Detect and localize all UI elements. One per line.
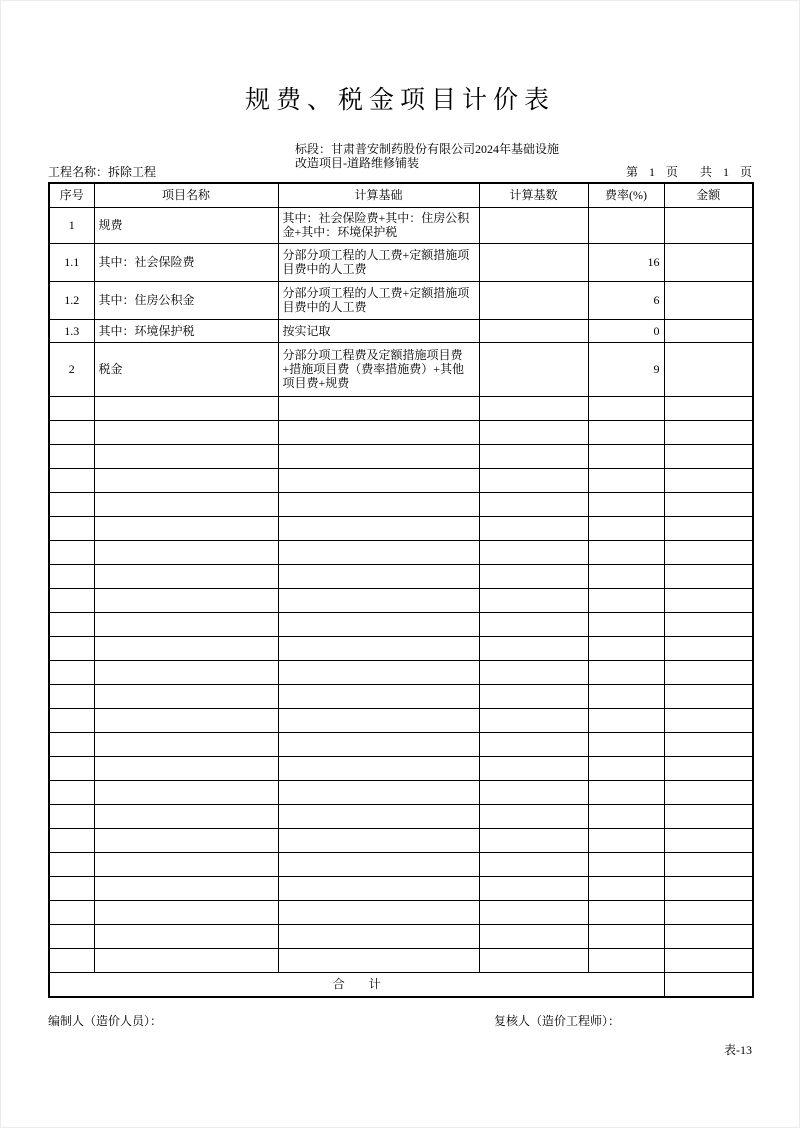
header-amount: 金额 (664, 183, 753, 207)
cell-basis: 其中：社会保险费+其中：住房公积金+其中：环境保护税 (278, 207, 479, 243)
cell-name (94, 876, 278, 900)
cell-no (49, 948, 94, 972)
cell-amount (664, 492, 753, 516)
cell-rate (588, 516, 664, 540)
cell-amount (664, 828, 753, 852)
empty-row (49, 492, 753, 516)
cell-name (94, 588, 278, 612)
cell-basis (278, 420, 479, 444)
cell-amount (664, 468, 753, 492)
cell-base (479, 540, 588, 564)
cell-name (94, 684, 278, 708)
cell-amount (664, 207, 753, 243)
cell-no (49, 492, 94, 516)
cell-basis: 分部分项工程的人工费+定额措施项目费中的人工费 (278, 243, 479, 281)
cell-base (479, 342, 588, 396)
bid-section-line2: 改造项目-道路维修铺装 (295, 156, 419, 170)
cell-basis (278, 804, 479, 828)
cell-name (94, 900, 278, 924)
empty-row (49, 708, 753, 732)
cell-basis (278, 852, 479, 876)
cell-base (479, 876, 588, 900)
table-row (49, 207, 753, 243)
cell-rate (588, 492, 664, 516)
cell-base (479, 804, 588, 828)
bid-section-line1: 标段：甘肃普安制药股份有限公司2024年基础设施 (295, 142, 560, 156)
cell-base (479, 588, 588, 612)
cell-basis (278, 924, 479, 948)
cell-rate (588, 396, 664, 420)
cell-basis (278, 492, 479, 516)
cell-rate (588, 924, 664, 948)
cell-basis (278, 588, 479, 612)
empty-row (49, 468, 753, 492)
cell-base (479, 660, 588, 684)
empty-row (49, 876, 753, 900)
cell-name (94, 780, 278, 804)
fee-table-body (49, 207, 753, 972)
cell-amount (664, 319, 753, 342)
page-number: 第 1 页 共 1 页 (625, 165, 752, 179)
cell-base (479, 924, 588, 948)
empty-row (49, 660, 753, 684)
cell-amount (664, 756, 753, 780)
cell-no: 1.2 (49, 281, 94, 319)
table-row (49, 281, 753, 319)
empty-row (49, 948, 753, 972)
total-amount (664, 972, 753, 997)
fee-table-footer (49, 972, 753, 997)
cell-name (94, 708, 278, 732)
cell-no (49, 732, 94, 756)
total-label: 合 计 (49, 972, 664, 997)
cell-name (94, 636, 278, 660)
cell-name (94, 612, 278, 636)
cell-amount (664, 540, 753, 564)
cell-no (49, 516, 94, 540)
cell-no (49, 852, 94, 876)
empty-row (49, 804, 753, 828)
empty-row (49, 732, 753, 756)
cell-base (479, 396, 588, 420)
cell-name (94, 852, 278, 876)
empty-row (49, 540, 753, 564)
cell-name (94, 924, 278, 948)
cell-no (49, 660, 94, 684)
cell-basis (278, 468, 479, 492)
cell-base (479, 636, 588, 660)
cell-rate (588, 660, 664, 684)
cell-base (479, 319, 588, 342)
cell-base (479, 468, 588, 492)
empty-row (49, 780, 753, 804)
cell-name (94, 660, 278, 684)
cell-name (94, 396, 278, 420)
cell-base (479, 756, 588, 780)
empty-row (49, 852, 753, 876)
empty-row (49, 516, 753, 540)
cell-no (49, 612, 94, 636)
cell-rate (588, 468, 664, 492)
cell-base (479, 207, 588, 243)
cell-rate (588, 612, 664, 636)
cell-amount (664, 684, 753, 708)
cell-base (479, 684, 588, 708)
cell-basis (278, 540, 479, 564)
cell-base (479, 828, 588, 852)
cell-amount (664, 396, 753, 420)
empty-row (49, 924, 753, 948)
cell-basis (278, 708, 479, 732)
cell-basis (278, 684, 479, 708)
cell-no (49, 588, 94, 612)
table-row (49, 342, 753, 396)
cell-basis (278, 828, 479, 852)
cell-rate (588, 588, 664, 612)
cell-basis: 分部分项工程费及定额措施项目费+措施项目费（费率措施费）+其他项目费+规费 (278, 342, 479, 396)
cell-rate (588, 684, 664, 708)
cell-no (49, 924, 94, 948)
cell-base (479, 420, 588, 444)
cell-no: 2 (49, 342, 94, 396)
cell-base (479, 516, 588, 540)
cell-no: 1.3 (49, 319, 94, 342)
cell-no: 1.1 (49, 243, 94, 281)
cell-no (49, 684, 94, 708)
table-header (49, 183, 753, 207)
empty-row (49, 756, 753, 780)
cell-name (94, 492, 278, 516)
empty-row (49, 396, 753, 420)
cell-amount (664, 660, 753, 684)
cell-name (94, 564, 278, 588)
cell-basis (278, 564, 479, 588)
cell-no (49, 828, 94, 852)
cell-base (479, 444, 588, 468)
header-row (49, 183, 753, 207)
cell-name (94, 756, 278, 780)
table-row (49, 319, 753, 342)
cell-amount (664, 342, 753, 396)
header-base: 计算基数 (479, 183, 588, 207)
cell-amount (664, 876, 753, 900)
cell-base (479, 492, 588, 516)
cell-basis: 按实记取 (278, 319, 479, 342)
cell-base (479, 780, 588, 804)
cell-name (94, 516, 278, 540)
cell-basis (278, 396, 479, 420)
cell-amount (664, 732, 753, 756)
cell-basis (278, 444, 479, 468)
cell-no (49, 708, 94, 732)
cell-name (94, 420, 278, 444)
header-item: 项目名称 (94, 183, 278, 207)
cell-rate (588, 876, 664, 900)
cell-no (49, 396, 94, 420)
cell-rate (588, 540, 664, 564)
cell-name (94, 468, 278, 492)
cell-amount (664, 281, 753, 319)
cell-no (49, 540, 94, 564)
cell-basis (278, 516, 479, 540)
cell-no (49, 900, 94, 924)
cell-basis (278, 756, 479, 780)
cell-amount (664, 636, 753, 660)
cell-base (479, 852, 588, 876)
cell-rate (588, 708, 664, 732)
empty-row (49, 420, 753, 444)
empty-row (49, 564, 753, 588)
cell-basis: 分部分项工程的人工费+定额措施项目费中的人工费 (278, 281, 479, 319)
cell-no (49, 420, 94, 444)
cell-no (49, 876, 94, 900)
cell-name (94, 732, 278, 756)
cell-name (94, 804, 278, 828)
cell-rate (588, 732, 664, 756)
page-title: 规费、税金项目计价表 (244, 87, 555, 114)
cell-rate (588, 948, 664, 972)
cell-name (94, 444, 278, 468)
cell-amount (664, 924, 753, 948)
cell-base (479, 948, 588, 972)
cell-basis (278, 780, 479, 804)
cell-no (49, 780, 94, 804)
cell-rate (588, 804, 664, 828)
empty-row (49, 684, 753, 708)
cell-name: 税金 (94, 342, 278, 396)
fee-tax-table (48, 182, 754, 998)
cell-amount (664, 708, 753, 732)
cell-rate: 0 (588, 319, 664, 342)
cell-rate (588, 207, 664, 243)
cell-base (479, 900, 588, 924)
cell-basis (278, 876, 479, 900)
project-name: 工程名称：拆除工程 (48, 165, 157, 179)
cell-base (479, 281, 588, 319)
cell-rate (588, 636, 664, 660)
cell-no (49, 756, 94, 780)
cell-basis (278, 732, 479, 756)
cell-rate (588, 444, 664, 468)
reviewer-label: 复核人（造价工程师）： (494, 1014, 621, 1028)
cell-base (479, 564, 588, 588)
empty-row (49, 828, 753, 852)
cell-rate (588, 420, 664, 444)
table-row (49, 243, 753, 281)
empty-row (49, 612, 753, 636)
cell-amount (664, 516, 753, 540)
empty-row (49, 588, 753, 612)
cell-base (479, 708, 588, 732)
cell-rate: 6 (588, 281, 664, 319)
cell-name: 其中：环境保护税 (94, 319, 278, 342)
cell-rate (588, 852, 664, 876)
cell-amount (664, 804, 753, 828)
cell-rate (588, 756, 664, 780)
cell-no (49, 468, 94, 492)
empty-row (49, 900, 753, 924)
cell-amount (664, 852, 753, 876)
cell-base (479, 732, 588, 756)
cell-rate (588, 828, 664, 852)
empty-row (49, 636, 753, 660)
total-row (49, 972, 753, 997)
form-number: 表-13 (724, 1043, 752, 1057)
header-rate: 费率(%) (588, 183, 664, 207)
cell-amount (664, 420, 753, 444)
cell-no (49, 804, 94, 828)
cell-rate: 16 (588, 243, 664, 281)
header-basis: 计算基础 (278, 183, 479, 207)
cell-basis (278, 900, 479, 924)
header-seq: 序号 (49, 183, 94, 207)
cell-name (94, 540, 278, 564)
cell-name (94, 828, 278, 852)
cell-no (49, 444, 94, 468)
cell-base (479, 243, 588, 281)
cell-amount (664, 948, 753, 972)
preparer-label: 编制人（造价人员）： (48, 1014, 163, 1028)
bid-section (295, 142, 559, 170)
cell-rate (588, 780, 664, 804)
cell-amount (664, 444, 753, 468)
cell-amount (664, 243, 753, 281)
empty-row (49, 444, 753, 468)
cell-amount (664, 564, 753, 588)
cell-basis (278, 660, 479, 684)
cell-basis (278, 636, 479, 660)
cell-amount (664, 900, 753, 924)
cell-name (94, 948, 278, 972)
cell-rate (588, 564, 664, 588)
cell-basis (278, 612, 479, 636)
cell-amount (664, 588, 753, 612)
header-meta (48, 140, 752, 182)
cell-name: 规费 (94, 207, 278, 243)
cell-name: 其中：住房公积金 (94, 281, 278, 319)
cell-no: 1 (49, 207, 94, 243)
cell-base (479, 612, 588, 636)
cell-basis (278, 948, 479, 972)
cell-name: 其中：社会保险费 (94, 243, 278, 281)
cell-no (49, 564, 94, 588)
signature-line (48, 1012, 752, 1028)
cell-rate: 9 (588, 342, 664, 396)
cell-amount (664, 780, 753, 804)
cell-amount (664, 612, 753, 636)
cell-no (49, 636, 94, 660)
cell-rate (588, 900, 664, 924)
